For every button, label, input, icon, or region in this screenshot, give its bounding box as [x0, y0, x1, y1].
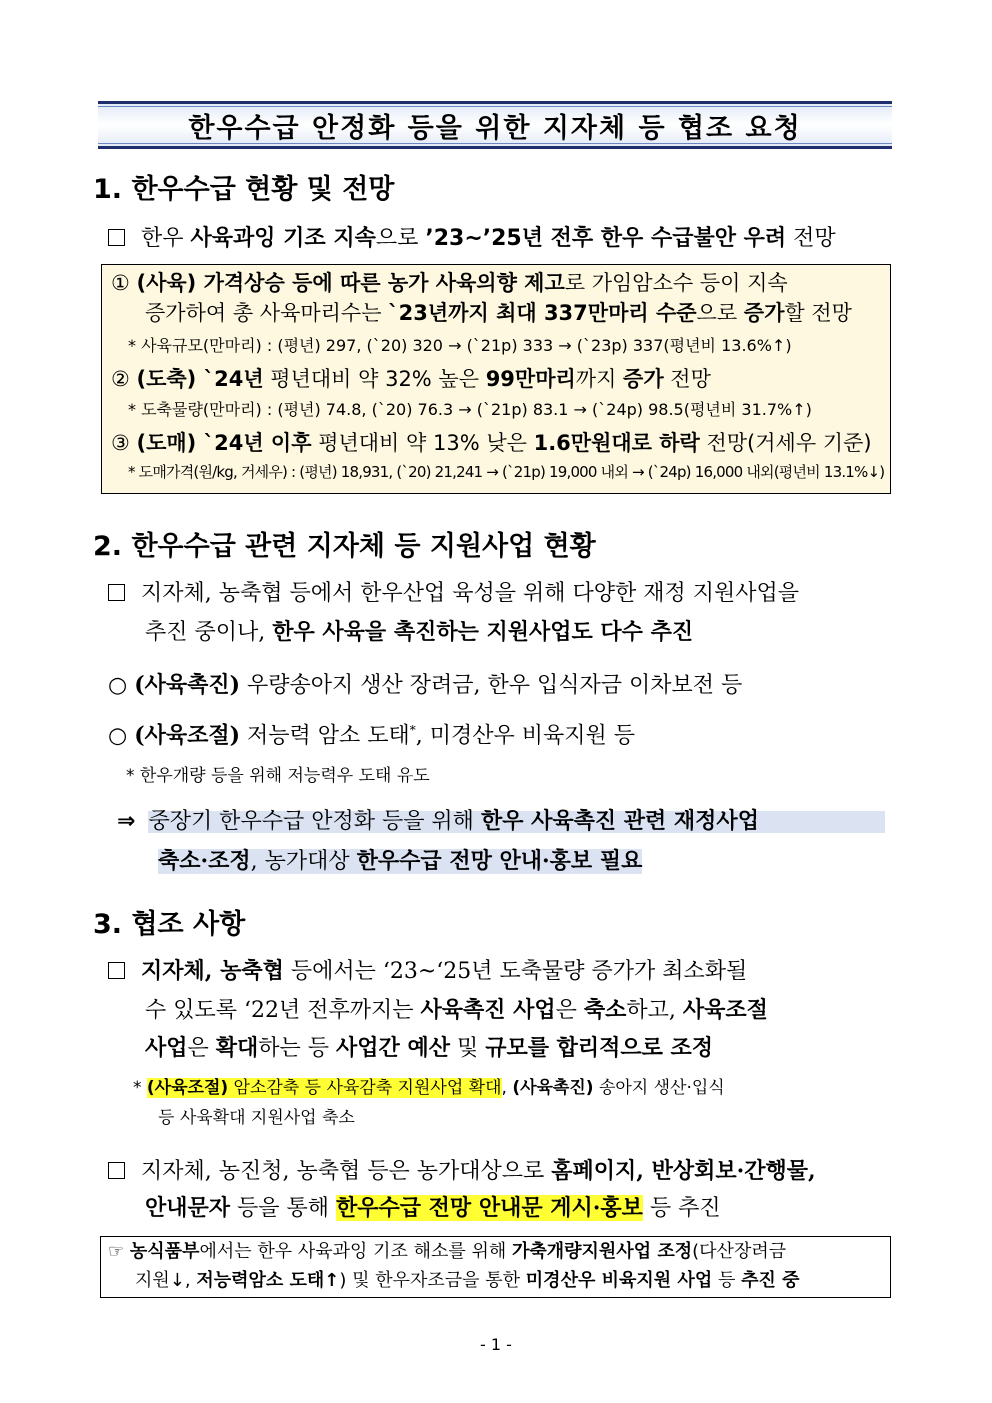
sec2-circle-item-1: ○ (사육촉진) 우량송아지 생산 장려금, 한우 입식자금 이차보전 등	[108, 672, 743, 698]
outlook-item-3: ③ (도매) `24년 이후 평년대비 약 13% 낮은 1.6만원대로 하락 전망(거세우 기준)	[111, 431, 872, 455]
checkbox-square-icon	[108, 584, 125, 601]
sec3-bullet-1-line2: 수 있도록 ‘22년 전후까지는 사육촉진 사업은 축소하고, 사육조절	[145, 997, 768, 1023]
section-heading-3: 3. 협조 사항	[93, 909, 246, 940]
circle-bullet-icon: ○	[108, 673, 128, 698]
outlook-item-2-note: * 도축물량(만마리) : (평년) 74.8, (`20) 76.3 → (`21p) 83.1 → (`24p) 98.5(평년비 31.7%↑)	[128, 400, 812, 419]
sec3-bullet-1-note: * (사육조절) 암소감축 등 사육감축 지원사업 확대, (사육촉진) 송아지 생산·입식	[133, 1078, 725, 1098]
outlook-item-1-note: * 사육규모(만마리) : (평년) 297, (`20) 320 → (`21p) 333 → (`23p) 337(평년비 13.6%↑)	[128, 336, 792, 355]
sec3-bullet-1-line3: 사업은 확대하는 등 사업간 예산 및 규모를 합리적으로 조정	[145, 1035, 714, 1061]
reference-line2: 지원↓, 저능력암소 도태↑) 및 한우자조금을 통한 미경산우 비육지원 사업 등 추진 중	[135, 1270, 800, 1291]
sec2-circle-item-2: ○ (사육조절) 저능력 암소 도태*, 미경산우 비육지원 등	[108, 722, 636, 749]
double-arrow-icon: ⇒	[117, 809, 136, 834]
sec3-bullet-1: 지자체, 농축협 등에서는 ‘23~‘25년 도축물량 증가가 최소화될	[108, 960, 747, 983]
title-banner	[98, 101, 892, 149]
circle-bullet-icon: ○	[108, 723, 128, 749]
sec2-bullet-line2: 추진 중이나, 한우 사육을 촉진하는 지원사업도 다수 추진	[145, 619, 694, 645]
sec3-bullet-2: 지자체, 농진청, 농축협 등은 농가대상으로 홈페이지, 반상회보·간행물,	[108, 1160, 816, 1183]
sec2-arrow-line2: 축소·조정, 농가대상 한우수급 전망 안내·홍보 필요	[158, 848, 643, 874]
pointing-hand-icon: ☞	[108, 1241, 125, 1262]
outlook-item-2: ② (도축) `24년 평년대비 약 32% 높은 99만마리까지 증가 전망	[111, 367, 711, 391]
sec2-bullet: 지자체, 농축협 등에서 한우산업 육성을 위해 다양한 재정 지원사업을	[108, 583, 799, 605]
sec1-bullet: 한우 사육과잉 기조 지속으로 ’23~’25년 전후 한우 수급불안 우려 전망	[108, 228, 836, 250]
section-heading-2: 2. 한우수급 관련 지자체 등 지원사업 현황	[93, 531, 596, 562]
checkbox-square-icon	[108, 962, 125, 979]
checkbox-square-icon	[108, 1162, 125, 1179]
document-title: 한우수급 안정화 등을 위한 지자체 등 협조 요청	[188, 112, 802, 144]
sec3-bullet-2-line2: 안내문자 등을 통해 한우수급 전망 안내문 게시·홍보 등 추진	[145, 1195, 721, 1221]
sec3-bullet-1-note-line2: 등 사육확대 지원사업 축소	[158, 1108, 355, 1128]
section-heading-1: 1. 한우수급 현황 및 전망	[93, 174, 395, 205]
checkbox-square-icon	[108, 229, 125, 246]
reference-line1: ☞ 농식품부에서는 한우 사육과잉 기조 해소를 위해 가축개량지원사업 조정(다산장려금	[108, 1241, 787, 1262]
outlook-item-3-note: * 도매가격(원/kg, 거세우) : (평년) 18,931, (`20) 21,241 → (`21p) 19,000 내외 → (`24p) 16,000 내외(평년비 13.1%↓)	[128, 463, 885, 481]
outlook-item-1-line2: 증가하여 총 사육마리수는 `23년까지 최대 337만마리 수준으로 증가할 전망	[145, 301, 852, 325]
outlook-item-1: ① (사육) 가격상승 등에 따른 농가 사육의향 제고로 가임암소수 등이 지속	[111, 271, 788, 295]
page-number: - 1 -	[480, 1335, 512, 1354]
sec2-arrow-line1: ⇒ 중장기 한우수급 안정화 등을 위해 한우 사육촉진 관련 재정사업	[117, 811, 885, 833]
sec2-note: * 한우개량 등을 위해 저능력우 도태 유도	[126, 766, 430, 786]
